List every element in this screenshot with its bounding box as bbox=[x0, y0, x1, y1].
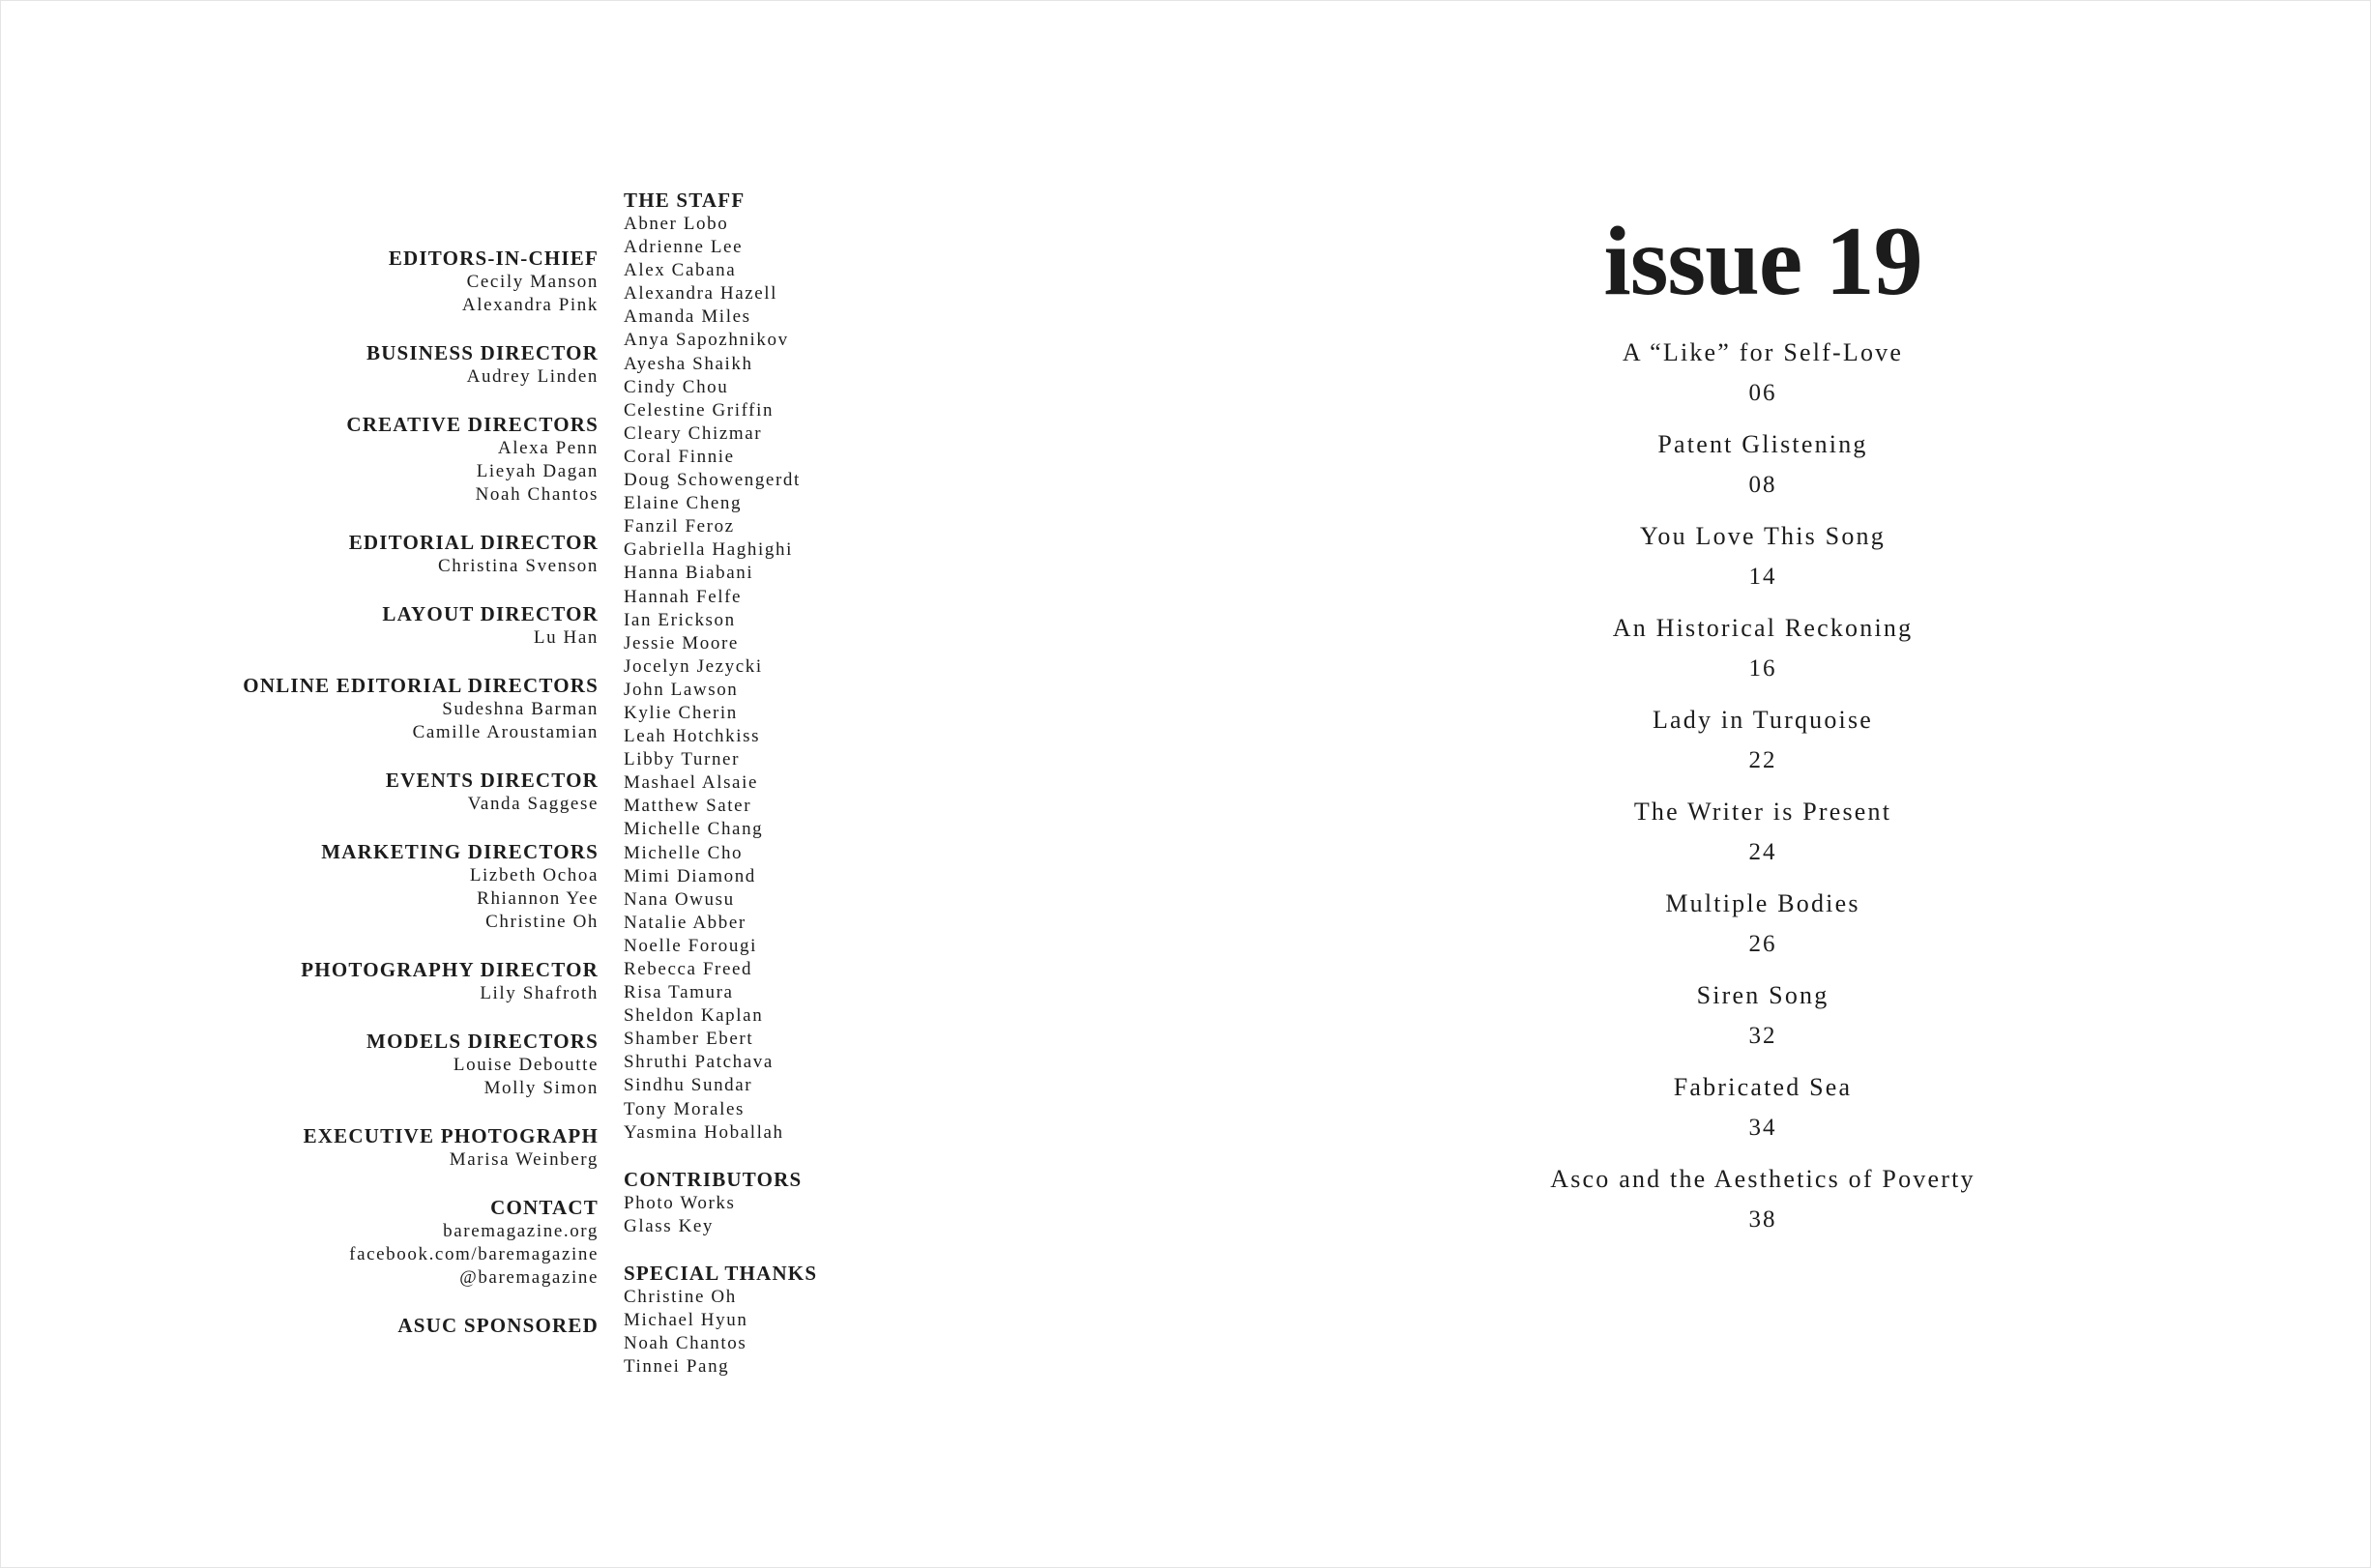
staff-name: Photo Works bbox=[624, 1192, 736, 1213]
credit-name: @baremagazine bbox=[459, 1267, 599, 1288]
credit-heading: EVENTS DIRECTOR bbox=[385, 769, 599, 792]
staff-name: Amanda Miles bbox=[624, 306, 751, 328]
credit-heading: MARKETING DIRECTORS bbox=[321, 840, 599, 863]
credit-group bbox=[96, 1195, 599, 1290]
staff-name: John Lawson bbox=[624, 679, 739, 700]
credit-heading: EDITORIAL DIRECTOR bbox=[348, 531, 599, 554]
staff-name: Yasmina Hoballah bbox=[624, 1121, 784, 1143]
toc-entry-title: You Love This Song bbox=[1640, 522, 1886, 550]
toc-entry-page-number: 34 bbox=[1748, 1115, 1777, 1141]
staff-name: Shamber Ebert bbox=[624, 1029, 754, 1050]
toc-entry-title: Lady in Turquoise bbox=[1652, 706, 1874, 734]
staff-name: Gabriella Haghighi bbox=[624, 539, 793, 561]
credit-name: Lily Shafroth bbox=[480, 983, 599, 1003]
toc-entry bbox=[1473, 429, 2053, 501]
toc-list bbox=[1473, 337, 2053, 1235]
toc-entry-title: Siren Song bbox=[1696, 981, 1829, 1009]
issue-title: issue 19 bbox=[1603, 207, 1922, 316]
toc-entry-title: Asco and the Aesthetics of Poverty bbox=[1550, 1165, 1976, 1193]
staff-name: Cindy Chou bbox=[624, 376, 729, 397]
toc-entry-title: An Historical Reckoning bbox=[1612, 614, 1914, 642]
credit-group bbox=[96, 1029, 599, 1100]
credit-name: Marisa Weinberg bbox=[449, 1149, 599, 1170]
credit-group bbox=[96, 530, 599, 578]
staff-name: Alexandra Hazell bbox=[624, 283, 778, 305]
staff-name: Hannah Felfe bbox=[624, 586, 743, 607]
toc-entry bbox=[1473, 888, 2053, 960]
credit-name: Sudeshna Barman bbox=[442, 699, 599, 719]
toc-entry bbox=[1473, 613, 2053, 684]
staff-name: Sheldon Kaplan bbox=[624, 1005, 764, 1027]
credit-group bbox=[96, 673, 599, 744]
credit-name: Alexa Penn bbox=[497, 438, 599, 458]
staff-name: Tony Morales bbox=[624, 1098, 745, 1119]
staff-name: Michelle Cho bbox=[624, 842, 744, 863]
credit-name: Louise Deboutte bbox=[453, 1055, 599, 1075]
staff-name: Mimi Diamond bbox=[624, 865, 756, 886]
staff-name: Anya Sapozhnikov bbox=[624, 330, 789, 351]
staff-name: Michael Hyun bbox=[624, 1310, 748, 1331]
staff-name: Noelle Forougi bbox=[624, 935, 757, 956]
staff-section bbox=[624, 188, 972, 1145]
toc-entry bbox=[1473, 521, 2053, 593]
credit-name: Christine Oh bbox=[485, 912, 599, 932]
toc-entry bbox=[1473, 705, 2053, 776]
staff-name: Shruthi Patchava bbox=[624, 1052, 774, 1073]
staff-name: Fanzil Feroz bbox=[624, 516, 735, 537]
credit-group bbox=[96, 601, 599, 650]
credit-heading: EXECUTIVE PHOTOGRAPH bbox=[303, 1124, 599, 1147]
credit-heading: EDITORS-IN-CHIEF bbox=[388, 247, 599, 270]
credit-group bbox=[96, 768, 599, 816]
credit-group bbox=[96, 957, 599, 1005]
credit-name: Camille Aroustamian bbox=[412, 722, 599, 742]
credit-name: Noah Chantos bbox=[475, 484, 599, 505]
toc-entry bbox=[1473, 337, 2053, 409]
staff-heading: CONTRIBUTORS bbox=[624, 1167, 803, 1191]
toc-entry-title: The Writer is Present bbox=[1633, 798, 1892, 826]
toc-entry-page-number: 32 bbox=[1748, 1023, 1777, 1049]
toc-entry bbox=[1473, 980, 2053, 1052]
toc-entry-title: Patent Glistening bbox=[1657, 430, 1868, 458]
staff-name: Abner Lobo bbox=[624, 214, 729, 234]
staff-name: Ayesha Shaikh bbox=[624, 353, 753, 374]
credit-name: baremagazine.org bbox=[443, 1221, 599, 1241]
toc-entry-title: A “Like” for Self-Love bbox=[1622, 338, 1904, 366]
masthead-credits bbox=[96, 246, 599, 1361]
staff-name: Matthew Sater bbox=[624, 796, 752, 817]
credit-heading: LAYOUT DIRECTOR bbox=[382, 602, 599, 625]
credit-heading: PHOTOGRAPHY DIRECTOR bbox=[301, 958, 599, 981]
staff-name: Christine Oh bbox=[624, 1286, 737, 1307]
toc-entry-page-number: 16 bbox=[1748, 655, 1777, 682]
toc-entry-page-number: 24 bbox=[1748, 839, 1777, 865]
staff-heading: THE STAFF bbox=[624, 189, 746, 212]
credit-name: facebook.com/baremagazine bbox=[349, 1244, 599, 1264]
staff-name: Alex Cabana bbox=[624, 260, 737, 281]
toc-entry bbox=[1473, 1072, 2053, 1144]
staff-name: Libby Turner bbox=[624, 749, 741, 770]
staff-name: Celestine Griffin bbox=[624, 399, 775, 421]
credit-name: Rhiannon Yee bbox=[477, 888, 599, 909]
staff-name: Adrienne Lee bbox=[624, 237, 744, 258]
staff-name: Ian Erickson bbox=[624, 609, 736, 630]
credit-group bbox=[96, 246, 599, 317]
staff-name: Rebecca Freed bbox=[624, 959, 753, 979]
staff-name: Coral Finnie bbox=[624, 446, 735, 467]
toc-entry-page-number: 38 bbox=[1748, 1206, 1777, 1233]
toc-entry bbox=[1473, 1164, 2053, 1235]
staff-name: Doug Schowengerdt bbox=[624, 470, 801, 491]
credit-heading: CREATIVE DIRECTORS bbox=[346, 413, 599, 436]
staff-name: Mashael Alsaie bbox=[624, 772, 759, 794]
credit-name: Molly Simon bbox=[483, 1078, 599, 1098]
staff-name: Sindhu Sundar bbox=[624, 1075, 753, 1096]
credit-name: Cecily Manson bbox=[466, 272, 599, 292]
staff-name: Kylie Cherin bbox=[624, 702, 738, 723]
staff-name: Jessie Moore bbox=[624, 632, 739, 653]
credit-heading: MODELS DIRECTORS bbox=[366, 1030, 599, 1053]
staff-name: Jocelyn Jezycki bbox=[624, 655, 763, 677]
credit-name: Vanda Saggese bbox=[467, 794, 599, 814]
toc-entry bbox=[1473, 797, 2053, 868]
credit-heading: CONTACT bbox=[490, 1196, 599, 1219]
staff-list bbox=[624, 188, 972, 1401]
credit-name: Audrey Linden bbox=[466, 366, 599, 387]
toc-entry-title: Fabricated Sea bbox=[1673, 1073, 1853, 1101]
credit-heading: ASUC SPONSORED bbox=[397, 1314, 599, 1337]
credit-name: Christina Svenson bbox=[437, 556, 599, 576]
staff-name: Nana Owusu bbox=[624, 888, 735, 910]
credit-group bbox=[96, 1313, 599, 1338]
staff-section bbox=[624, 1261, 972, 1379]
staff-name: Noah Chantos bbox=[624, 1333, 747, 1354]
staff-name: Leah Hotchkiss bbox=[624, 726, 761, 747]
staff-name: Risa Tamura bbox=[624, 982, 734, 1003]
staff-name: Cleary Chizmar bbox=[624, 422, 763, 444]
credit-name: Lu Han bbox=[533, 627, 599, 648]
credit-group bbox=[96, 412, 599, 507]
toc-entry-title: Multiple Bodies bbox=[1665, 889, 1860, 917]
staff-section bbox=[624, 1167, 972, 1238]
credit-heading: ONLINE EDITORIAL DIRECTORS bbox=[243, 674, 599, 697]
staff-name: Michelle Chang bbox=[624, 819, 764, 840]
staff-heading: SPECIAL THANKS bbox=[624, 1261, 818, 1285]
credit-name: Lizbeth Ochoa bbox=[469, 865, 599, 886]
credit-name: Alexandra Pink bbox=[461, 295, 599, 315]
credit-group bbox=[96, 340, 599, 389]
toc-entry-page-number: 22 bbox=[1748, 747, 1777, 773]
staff-name: Tinnei Pang bbox=[624, 1356, 730, 1378]
toc-entry-page-number: 14 bbox=[1748, 564, 1777, 590]
credit-heading: BUSINESS DIRECTOR bbox=[366, 341, 599, 364]
credit-group bbox=[96, 1123, 599, 1172]
credit-name: Lieyah Dagan bbox=[476, 461, 599, 481]
toc-entry-page-number: 08 bbox=[1748, 472, 1777, 498]
table-of-contents bbox=[1473, 204, 2053, 1256]
staff-name: Glass Key bbox=[624, 1215, 715, 1236]
staff-name: Hanna Biabani bbox=[624, 563, 754, 584]
staff-name: Elaine Cheng bbox=[624, 493, 743, 514]
staff-name: Natalie Abber bbox=[624, 912, 746, 933]
credit-group bbox=[96, 839, 599, 934]
toc-entry-page-number: 26 bbox=[1748, 931, 1777, 957]
toc-entry-page-number: 06 bbox=[1748, 380, 1777, 406]
